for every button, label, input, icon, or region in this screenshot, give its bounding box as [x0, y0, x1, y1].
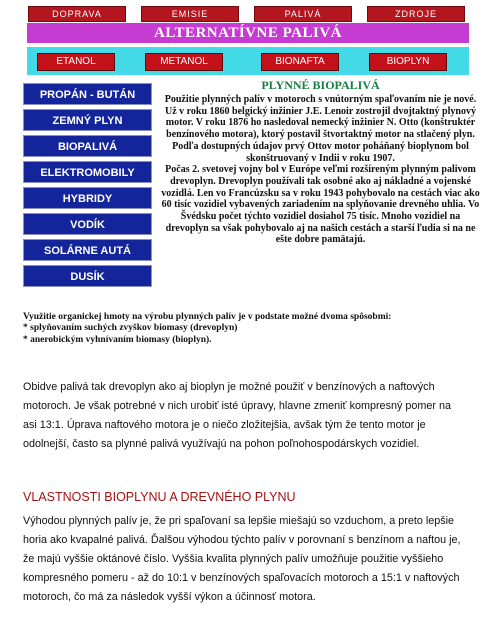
nav-emisie[interactable]: EMISIE [141, 6, 239, 22]
article-body [160, 94, 481, 246]
tab-bioplyn[interactable]: BIOPLYN [369, 53, 447, 71]
article-paragraph-2: Počas 2. svetovej vojny bol v Európe veľmi rozšíreným plynným palivom drevoplyn. Drevoplyn používali tak osobné ako aj nákladné a vojenské vozidlá. Len vo Francúzsku sa v roku 1943 pohybovalo na cestách viac ako 60 tisíc vozidiel vybavených zariadením na splyňovanie drevného uhlia. Vo Švédsku počet týchto vozidiel dosiahol 75 tisíc. Mnoho vozidiel na drevoplyn sa však pohybovalo aj na našich cestách a starší ľudia si na ne ešte dobre pamätajú. [161, 164, 480, 246]
tab-metanol[interactable]: METANOL [145, 53, 223, 71]
section-heading: VLASTNOSTI BIOPLYNU A DREVNÉHO PLYNU [23, 490, 296, 504]
menu-elektromobily[interactable]: ELEKTROMOBILY [23, 161, 152, 183]
notes-intro: Využitie organickej hmoty na výrobu plynných palív je v podstate možné dvoma spôsobmi: [23, 312, 392, 322]
usage-notes [23, 312, 473, 346]
tab-etanol[interactable]: ETANOL [37, 53, 115, 71]
top-navigation [0, 6, 483, 22]
page-title: ALTERNATÍVNE PALIVÁ [27, 23, 469, 43]
section-properties-text: Výhodou plynných palív je, že pri spaľovaní sa lepšie miešajú so vzduchom, a preto lepšie horia ako kvapalné palivá. Ďalšou výhodou týchto palív v porovnaní s benzínom a naftou je, že majú vyššie oktánové číslo. Vyššia kvalita plynných palív umožňuje použitie vyššieho kompresného pomeru - až do 10:1 v benzínových spaľovacích motoroch a 15:1 v naftových motoroch, čo má za následok vyšší výkon a účinnosť motora. [23, 515, 461, 603]
nav-paliva[interactable]: PALIVÁ [254, 6, 352, 22]
menu-dusik[interactable]: DUSÍK [23, 265, 152, 287]
tab-bionafta[interactable]: BIONAFTA [261, 53, 339, 71]
menu-zemny-plyn[interactable]: ZEMNÝ PLYN [23, 109, 152, 131]
menu-propan-butan[interactable]: PROPÁN - BUTÁN [23, 83, 152, 105]
notes-item-2: * anerobickým vyhnívaním biomasy (bioplyn). [23, 334, 212, 345]
notes-item-1: * splyňovaním suchých zvyškov biomasy (drevoplyn) [23, 323, 238, 334]
menu-biopaliva[interactable]: BIOPALIVÁ [23, 135, 152, 157]
fuel-tab-bar [27, 47, 469, 75]
menu-hybridy[interactable]: HYBRIDY [23, 187, 152, 209]
menu-solarne-auta[interactable]: SOLÁRNE AUTÁ [23, 239, 152, 261]
nav-doprava[interactable]: DOPRAVA [28, 6, 126, 22]
nav-zdroje[interactable]: ZDROJE [367, 6, 465, 22]
article-title: PLYNNÉ BIOPALIVÁ [261, 78, 380, 92]
side-menu [23, 83, 154, 291]
section-engines-text: Obidve palivá tak drevoplyn ako aj bioplyn je možné použiť v benzínových a naftových motoroch. Je však potrebné v nich urobiť isté úpravy, hlavne zmeniť kompresný pomer na asi 13:1. Úprava naftového motora je o niečo zložitejšia, avšak tým že tento motor je odolnejší, často sa plynné palivá využívajú na pohon poľnohospodárskych vozidiel. [23, 381, 451, 450]
article-paragraph-1: Použitie plynných palív v motoroch s vnútorným spaľovaním nie je nové. Už v roku 1860 belgický inžinier J.E. Lenoir zostrojil dvojtaktný plynový motor. V roku 1876 ho nasledoval nemecký inžinier N. Otto (konštruktér benzínového motora), ktorý postavil štvortaktný motor na stlačený plyn. Podľa dostupných údajov prvý Ottov motor poháňaný bioplynom bol skonštruovaný v Indii v roku 1907. [164, 94, 477, 164]
menu-vodik[interactable]: VODÍK [23, 213, 152, 235]
